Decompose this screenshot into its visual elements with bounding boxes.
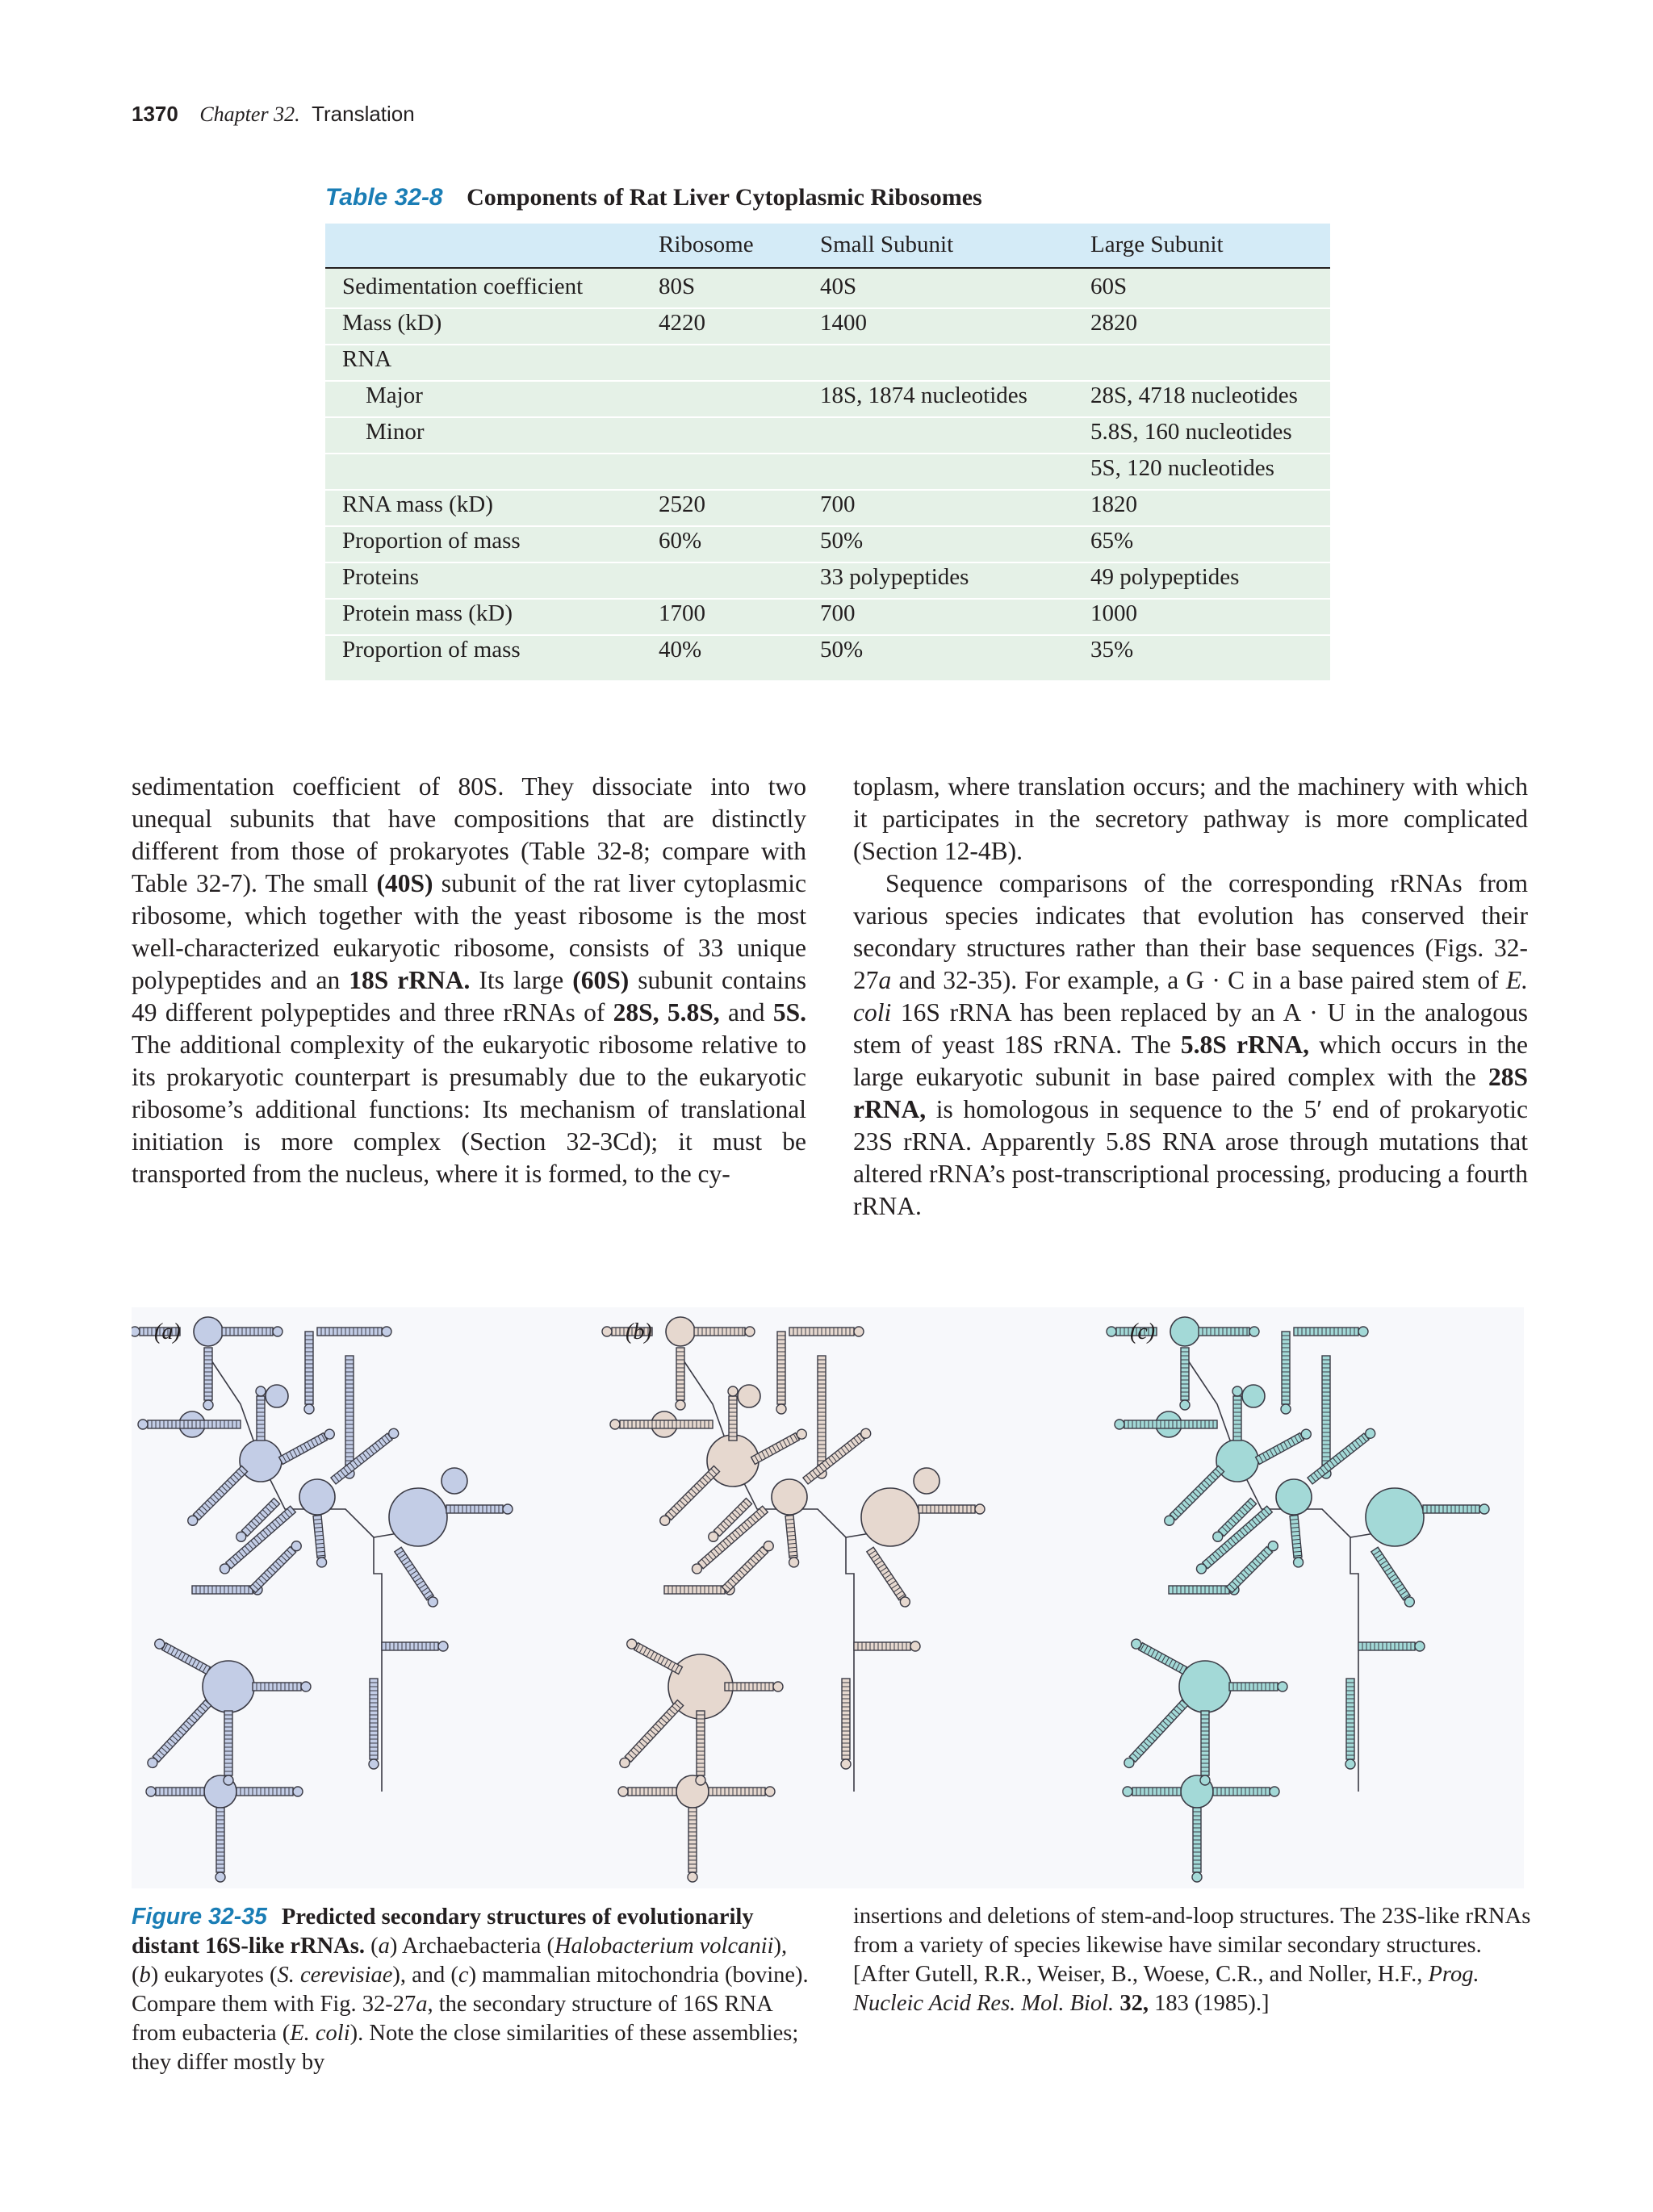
helix-stem [1123,1787,1181,1796]
figure-label: Figure 32-35 [132,1904,267,1930]
page-number: 1370 [132,102,178,126]
hairpin-loop [1115,1420,1124,1429]
helix-stem [1281,1332,1291,1414]
helix-body [694,1328,745,1336]
helix-stem [1358,1641,1425,1651]
helix-body [620,1420,713,1428]
helix-stem [216,1808,225,1882]
table-row-divider [325,344,1330,345]
helix-stem [1232,1386,1242,1441]
helix-body [1233,1396,1241,1441]
hairpin-loop [369,1759,379,1769]
text-run: which occurs in the large eukaryotic subunit in base paired complex with the [853,1031,1528,1091]
internal-loop [772,1479,807,1515]
table-cell: 60S [1090,274,1128,299]
hairpin-loop [696,1775,705,1785]
hairpin-loop [203,1400,213,1410]
body-paragraph [853,771,1528,868]
text-run: a [416,1992,428,2017]
table-row-divider [325,416,1330,418]
base-pairs [216,1812,224,1868]
text-run: toplasm, where translation occurs; and the machinery with which it participates in the secretory pathway is more complicated (Section 12-4B). [853,772,1528,865]
hairpin-loop [1479,1504,1489,1514]
text-run: The additional complexity of the eukaryotic ribosome relative to its prokaryotic counterpart is presumably due to the eukaryotic ribosome’s additional functions: Its mechanism of translational initiation is more complex (Section 32-3Cd); it must be transported from the nucleus, where it is formed, to the cy- [132,1031,806,1188]
hairpin-loop [146,1787,156,1796]
hairpin-loop [273,1327,282,1336]
hairpin-loop [503,1504,513,1514]
text-run: 32, [1119,1991,1149,2016]
text-run: S. cerevisiae [277,1963,393,1988]
hairpin-loop [1180,1400,1190,1410]
hairpin-loop [1107,1327,1116,1336]
helix-stem [146,1787,204,1796]
table-cell: 5S, 120 nucleotides [1090,455,1274,481]
hairpin-loop [304,1404,314,1414]
internal-loop [389,1488,447,1546]
table-row-label: Proteins [342,564,420,590]
base-pairs [818,1360,826,1465]
chapter-label: Chapter 32. [199,102,300,126]
helix-stem [919,1504,985,1514]
text-run: Predicted secondary structures of evolutionarily distant 16S-like rRNAs. [132,1905,754,1959]
internal-loop [861,1488,919,1546]
hairpin-loop [765,1787,775,1796]
text-run: 183 (1985).] [1148,1991,1270,2016]
hairpin-loop [1270,1787,1279,1796]
text-run: a [878,966,892,994]
table-cell: 40% [659,637,702,663]
internal-loop [1170,1317,1199,1346]
internal-loop [266,1385,288,1407]
helix-stem [676,1348,685,1410]
internal-loop [1276,1479,1312,1515]
hairpin-loop [1345,1759,1355,1769]
table-cell: 65% [1090,528,1134,554]
helix-stem [1345,1679,1355,1769]
internal-loop [240,1440,282,1482]
table-cell: 60% [659,528,702,554]
text-run: subunit of the rat liver cytoplasmic ribosome, which together with the yeast ribosome is the most well-characterized eukaryotic ribosome, consists of 33 unique polypeptides and an [132,869,806,994]
helix-stem [253,1682,311,1691]
hairpin-loop [301,1682,311,1691]
helix-body [1169,1586,1229,1594]
table-cell: 49 polypeptides [1090,564,1240,590]
base-pairs [345,1360,354,1465]
helix-stem [1192,1808,1202,1882]
base-pairs [793,1328,850,1336]
table-row-label: Protein mass (kD) [342,600,513,626]
helix-stem [369,1679,379,1769]
table-row-divider [325,307,1330,309]
text-run: is homologous in sequence to the 5′ end of prokaryotic 23S rRNA. Apparently 5.8S RNA arose through mutations that altered rRNA’s post-transcriptional processing, producing a fourth rRNA. [853,1095,1528,1220]
text-run: 18S rRNA. [349,966,471,994]
helix-stem [317,1327,391,1336]
hairpin-loop [1192,1872,1202,1882]
helix-stem [1180,1348,1190,1410]
base-pairs [697,1715,705,1771]
text-run: (40S) [376,869,433,897]
helix-stem [256,1386,266,1441]
hairpin-loop [438,1641,448,1651]
helix-stem [709,1787,775,1796]
base-pairs [688,1812,697,1868]
table-row-label: RNA [342,346,392,372]
table-row-divider [325,562,1330,563]
helix-body [1199,1328,1249,1336]
hairpin-loop [1249,1327,1259,1336]
table-cell: 33 polypeptides [820,564,969,590]
hairpin-loop [1281,1404,1291,1414]
internal-loop [666,1317,695,1346]
table-cell: 700 [820,491,856,517]
helix-body [192,1586,253,1594]
hairpin-loop [138,1420,148,1429]
helix-stem [1200,1711,1210,1785]
internal-loop [299,1479,335,1515]
helix-stem [1213,1787,1279,1796]
table-cell: 50% [820,528,864,554]
internal-loop [707,1435,759,1487]
internal-loop [194,1317,223,1346]
helix-stem [1115,1420,1217,1429]
table-cell: 18S, 1874 nucleotides [820,383,1027,408]
helix-body [729,1396,737,1441]
helix-stem [138,1420,241,1429]
body-paragraph [132,771,806,1190]
helix-stem [725,1682,783,1691]
table-header-cell: Ribosome [659,232,754,257]
text-run: E. coli [853,966,1528,1027]
text-run: and 32-35). For example, a G · C in a base paired stem of [891,966,1506,994]
text-run: Its large [470,966,573,994]
body-column-left [132,771,806,1190]
helix-stem [728,1386,738,1441]
hairpin-loop [224,1775,233,1785]
hairpin-loop [728,1386,738,1396]
helix-body [222,1328,273,1336]
text-run: c [458,1963,469,1988]
text-run: 16S rRNA has been replaced by an A · U in the analogous stem of yeast 18S rRNA. The [853,998,1528,1059]
text-run: ), ( [132,1934,788,1988]
helix-body [257,1396,265,1441]
base-pairs [1193,1812,1201,1868]
table-row-label: Major [366,383,423,408]
table-caption [325,184,982,211]
rrna-secondary-structures [132,1307,1524,1888]
helix-body [148,1420,241,1428]
table-cell: 35% [1090,637,1134,663]
hairpin-loop [975,1504,985,1514]
hairpin-loop [1123,1787,1132,1796]
table-cell: 2520 [659,491,705,517]
text-run: ) Archaebacteria ( [389,1934,554,1959]
body-paragraph [853,868,1528,1223]
internal-loop [914,1468,939,1494]
section-title: Translation [312,102,415,126]
table-row-label: Sedimentation coefficient [342,274,584,299]
helix-body [1124,1420,1217,1428]
hairpin-loop [776,1404,786,1414]
text-run: 5S. [772,998,807,1027]
base-pairs [321,1328,378,1336]
helix-stem [618,1787,676,1796]
hairpin-loop [745,1327,755,1336]
text-run: 28S rRNA, [853,1063,1528,1123]
table-row-divider [325,453,1330,454]
internal-loop [1242,1385,1265,1407]
hairpin-loop [1415,1641,1425,1651]
text-run: a [378,1934,390,1959]
helix-stem [1229,1682,1287,1691]
text-run: ). Note the close similarities of these assemblies; they differ mostly by [132,2021,799,2075]
text-run: ( [364,1934,379,1959]
table-header-cell: Large Subunit [1090,232,1224,257]
hairpin-loop [688,1872,697,1882]
hairpin-loop [618,1787,628,1796]
text-run: 28S, 5.8S, [613,998,720,1027]
hairpin-loop [256,1386,266,1396]
helix-stem [776,1332,786,1414]
table-row-divider [325,489,1330,491]
table-cell: 2820 [1090,310,1137,336]
hairpin-loop [602,1327,612,1336]
hairpin-loop [216,1872,225,1882]
text-run: 5.8S rRNA, [1180,1031,1310,1059]
helix-stem [224,1711,233,1785]
hairpin-loop [382,1327,391,1336]
components-table [325,224,1330,680]
panel-label-a: (a) [154,1319,181,1344]
text-run: E. coli [290,2021,350,2046]
table-title: Components of Rat Liver Cytoplasmic Ribosomes [467,184,982,211]
figure-caption-right [853,1902,1531,2018]
hairpin-loop [316,1557,327,1567]
text-run: and [719,998,773,1027]
hairpin-loop [1293,1557,1304,1567]
table-row-label: Proportion of mass [342,637,521,663]
helix-stem [696,1711,705,1785]
table-cell: 28S, 4718 nucleotides [1090,383,1298,408]
text-run: ) mammalian mitochondria (bovine). Compare them with Fig. 32-27 [132,1963,809,2017]
base-pairs [1201,1715,1209,1771]
text-run: subunit contains 49 different polypeptides and three rRNAs of [132,966,806,1027]
hairpin-loop [1278,1682,1287,1691]
table-cell: 40S [820,274,857,299]
helix-stem [203,1348,213,1410]
text-run: sedimentation coefficient of 80S. They dissociate into two unequal subunits that have compositions that are distinctly different from those of prokaryotes (Table 32-8; compare with Table 32-7). The small [132,772,806,897]
helix-stem [854,1641,920,1651]
table-cell: 50% [820,637,864,663]
text-run: , the secondary structure of 16S RNA from eubacteria ( [132,1992,772,2046]
table-row-label: RNA mass (kD) [342,491,493,517]
helix-stem [304,1332,314,1414]
base-pairs [1322,1360,1330,1465]
table-row-label: Mass (kD) [342,310,442,336]
table-cell: 1400 [820,310,867,336]
table-row-label: Minor [366,419,425,445]
table-row-divider [325,380,1330,382]
internal-loop [441,1468,467,1494]
figure-caption-left [132,1902,810,2077]
table-cell: 80S [659,274,696,299]
hairpin-loop [910,1641,920,1651]
text-run: Halobacterium volcanii [554,1934,774,1959]
internal-loop [1366,1488,1424,1546]
hairpin-loop [1358,1327,1368,1336]
hairpin-loop [789,1557,799,1567]
helix-stem [789,1327,864,1336]
hairpin-loop [854,1327,864,1336]
table-cell: 5.8S, 160 nucleotides [1090,419,1292,445]
table-cell: 1820 [1090,491,1137,517]
text-run: ), and ( [392,1963,458,1988]
hairpin-loop [293,1787,303,1796]
text-run: Sequence comparisons of the corresponding rRNAs from various species indicates that evolution has conserved their secondary structures rather than their base sequences (Figs. 32-27 [853,869,1528,994]
hairpin-loop [610,1420,620,1429]
helix-stem [1294,1327,1368,1336]
body-column-right [853,771,1528,1223]
helix-stem [382,1641,448,1651]
text-run: insertions and deletions of stem-and-loop structures. The 23S-like rRNAs from a variety of species likewise have similar secondary structures. [After Gutell, R.R., Weiser, B., Woese, C.R., and Noller, H.F., [853,1904,1531,1987]
panel-label-b: (b) [626,1319,652,1344]
helix-body [664,1586,725,1594]
text-run: b [139,1963,151,1988]
internal-loop [738,1385,760,1407]
table-label: Table 32-8 [325,184,443,211]
helix-stem [446,1504,513,1514]
figure-background [132,1307,1524,1888]
internal-loop [1216,1440,1258,1482]
text-run: (60S) [572,966,630,994]
hairpin-loop [676,1400,685,1410]
table-row-divider [325,598,1330,600]
table-row-divider [325,634,1330,636]
text-run: Prog. Nucleic Acid Res. Mol. Biol. [853,1962,1479,2016]
helix-stem [841,1679,851,1769]
base-pairs [1298,1328,1354,1336]
table-header-cell: Small Subunit [820,232,954,257]
helix-stem [1423,1504,1489,1514]
table-row-label: Proportion of mass [342,528,521,554]
hairpin-loop [1200,1775,1210,1785]
hairpin-loop [1232,1386,1242,1396]
table-cell: 1000 [1090,600,1137,626]
table-cell: 1700 [659,600,705,626]
figure-rrna-structures [132,1307,1524,1888]
running-head [132,102,415,127]
panel-label-c: (c) [1130,1319,1156,1344]
helix-stem [688,1808,697,1882]
table-cell: 700 [820,600,856,626]
base-pairs [224,1715,232,1771]
helix-stem [236,1787,303,1796]
table-row-divider [325,525,1330,527]
hairpin-loop [773,1682,783,1691]
table-cell: 4220 [659,310,705,336]
hairpin-loop [132,1327,140,1336]
hairpin-loop [841,1759,851,1769]
helix-stem [610,1420,713,1429]
text-run: ) eukaryotes ( [150,1963,278,1988]
